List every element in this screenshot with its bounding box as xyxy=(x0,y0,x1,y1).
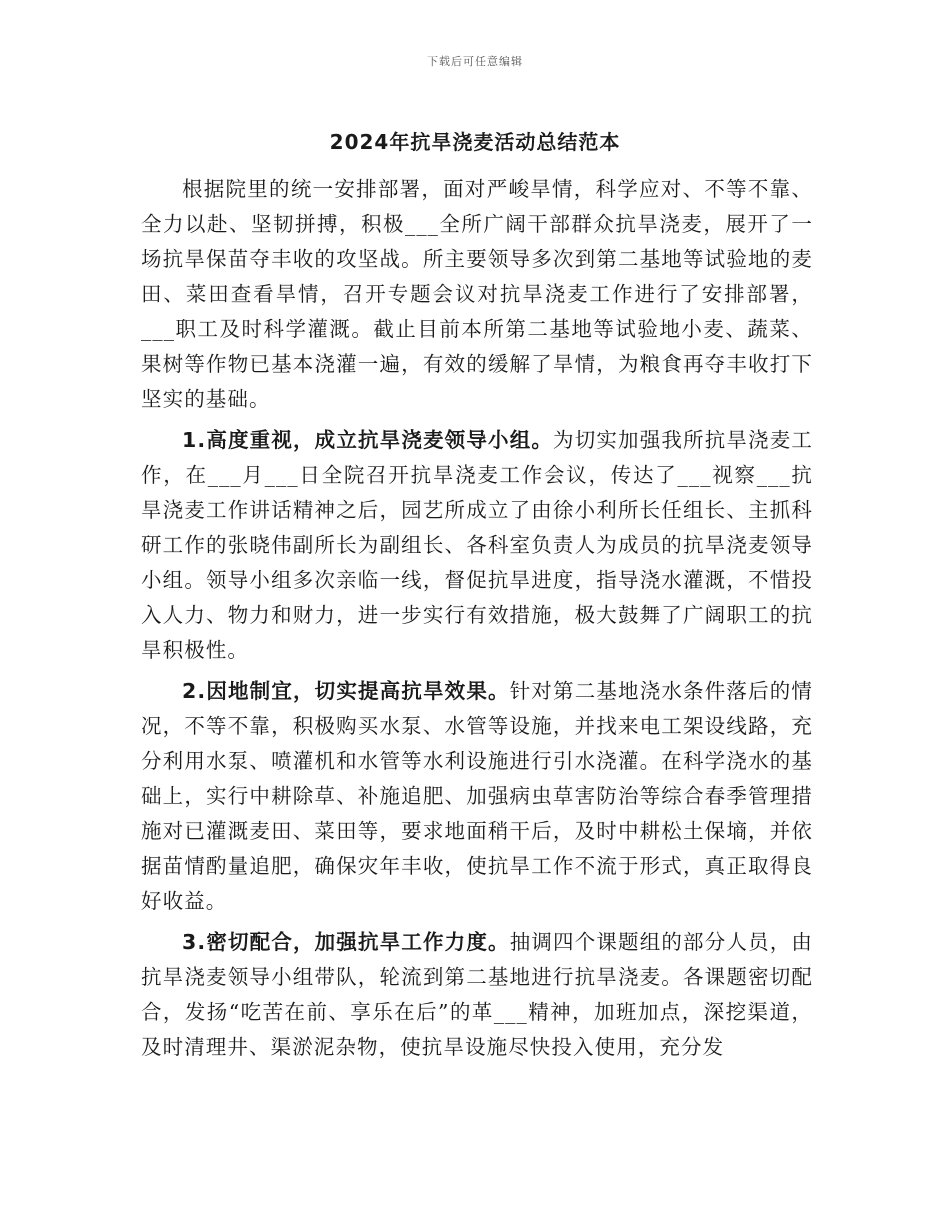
paragraph-intro xyxy=(141,172,813,417)
header-note: 下载后可任意编辑 xyxy=(427,55,523,68)
page-title: 2024年抗旱浇麦活动总结范本 xyxy=(329,130,621,154)
paragraph-lead: 2.因地制宜，切实提高抗旱效果。 xyxy=(182,679,510,703)
document-body xyxy=(141,172,813,1071)
paragraph-section-3 xyxy=(141,925,813,1065)
paragraph-text: 抽调四个课题组的部分人员，由抗旱浇麦领导小组带队，轮流到第二基地进行抗旱浇麦。各课题密切配合，发扬“吃苦在前、享乐在后”的革___精神，加班加点，深挖渠道，及时清理井、渠淤泥杂物，使抗旱设施尽快投入使用，充分发 xyxy=(141,930,814,1059)
paragraph-lead: 1.高度重视，成立抗旱浇麦领导小组。 xyxy=(182,428,554,452)
paragraph-lead: 3.密切配合，加强抗旱工作力度。 xyxy=(182,930,510,954)
paragraph-text: 根据院里的统一安排部署，面对严峻旱情，科学应对、不等不靠、全力以赴、坚韧拼搏，积极___全所广阔干部群众抗旱浇麦，展开了一场抗旱保苗夺丰收的攻坚战。所主要领导多次到第二基地等试验地的麦田、菜田查看旱情，召开专题会议对抗旱浇麦工作进行了安排部署，___职工及时科学灌溉。截止目前本所第二基地等试验地小麦、蔬菜、果树等作物已基本浇灌一遍，有效的缓解了旱情，为粮食再夺丰收打下坚实的基础。 xyxy=(141,177,813,411)
paragraph-text: 为切实加强我所抗旱浇麦工作，在___月___日全院召开抗旱浇麦工作会议，传达了___视察___抗旱浇麦工作讲话精神之后，园艺所成立了由徐小利所长任组长、主抓科研工作的张晓伟副所长为副组长、各科室负责人为成员的抗旱浇麦领导小组。领导小组多次亲临一线，督促抗旱进度，指导浇水灌溉，不惜投入人力、物力和财力，进一步实行有效措施，极大鼓舞了广阔职工的抗旱积极性。 xyxy=(141,428,813,662)
paragraph-text: 针对第二基地浇水条件落后的情况，不等不靠，积极购买水泵、水管等设施，并找来电工架设线路，充分利用水泵、喷灌机和水管等水利设施进行引水浇灌。在科学浇水的基础上，实行中耕除草、补施追肥、加强病虫草害防治等综合春季管理措施对已灌溉麦田、菜田等，要求地面稍干后，及时中耕松土保墒，并依据苗情酌量追肥，确保灾年丰收，使抗旱工作不流于形式，真正取得良好收益。 xyxy=(141,679,814,913)
paragraph-section-2 xyxy=(141,674,813,919)
paragraph-section-1 xyxy=(141,423,813,668)
